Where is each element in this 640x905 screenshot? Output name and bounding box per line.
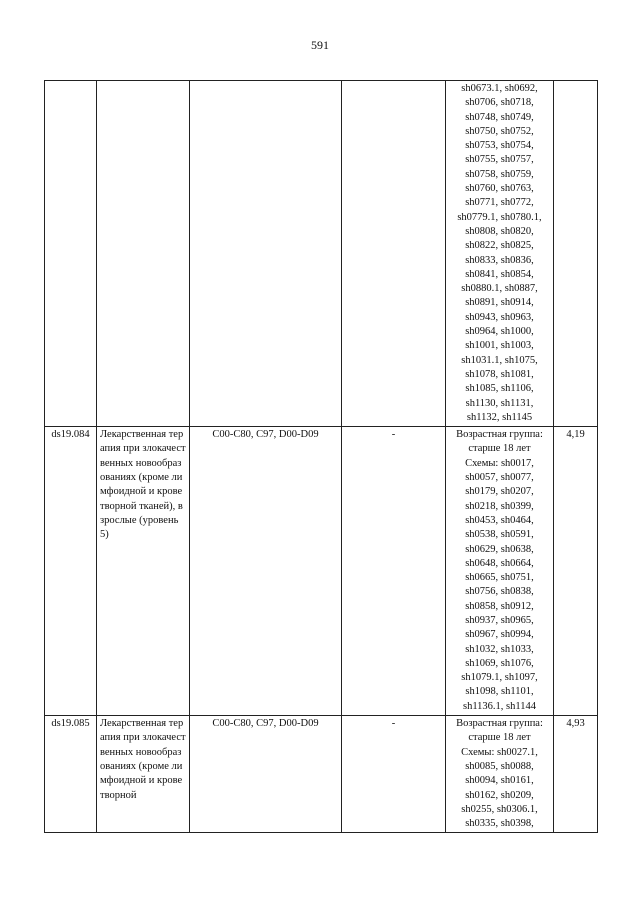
scheme-line: Схемы: sh0027.1, (461, 746, 538, 758)
scheme-line: sh0335, sh0398, (465, 818, 534, 830)
scheme-line: sh0858, sh0912, (465, 600, 534, 612)
scheme-line: sh0648, sh0664, (465, 557, 534, 569)
scheme-line: sh0748, sh0749, (465, 111, 534, 123)
row-icd-codes (190, 81, 342, 427)
scheme-line: sh1098, sh1101, (465, 686, 534, 698)
scheme-line: sh1069, sh1076, (465, 657, 534, 669)
scheme-line: sh1032, sh1033, (465, 643, 534, 655)
scheme-line: sh1132, sh1145 (466, 411, 533, 423)
row-name (97, 81, 190, 427)
scheme-line: sh0057, sh0077, (465, 472, 534, 484)
scheme-line: sh0453, sh0464, (465, 514, 534, 526)
scheme-line: sh0665, sh0751, (465, 572, 534, 584)
scheme-line: sh1136.1, sh1144 (462, 700, 537, 712)
row-coefficient (554, 81, 598, 427)
scheme-line: sh0162, sh0209, (465, 789, 534, 801)
scheme-line: sh1079.1, sh1097, (461, 672, 538, 684)
scheme-line: sh0094, sh0161, (465, 775, 534, 787)
row-dash: - (342, 716, 446, 833)
row-schemes (446, 427, 554, 716)
row-schemes (446, 81, 554, 427)
row-code: ds19.085 (45, 716, 97, 833)
scheme-line: sh0808, sh0820, (465, 225, 534, 237)
scheme-line: sh0964, sh1000, (465, 326, 534, 338)
scheme-line: sh0833, sh0836, (465, 254, 534, 266)
scheme-line: sh0880.1, sh0887, (461, 283, 538, 295)
scheme-line: sh0706, sh0718, (465, 97, 534, 109)
scheme-line: sh0779.1, sh0780.1, (457, 211, 542, 223)
row-code: ds19.084 (45, 427, 97, 716)
scheme-line: sh1130, sh1131, (465, 397, 534, 409)
scheme-line: sh0179, sh0207, (465, 486, 534, 498)
tariff-table (44, 80, 598, 833)
scheme-line: sh0967, sh0994, (465, 629, 534, 641)
scheme-line: Возрастная группа: (456, 429, 543, 441)
table-row (45, 716, 598, 833)
scheme-line: Возрастная группа: (456, 718, 543, 730)
row-coefficient: 4,93 (554, 716, 598, 833)
row-icd-codes: C00-C80, C97, D00-D09 (190, 427, 342, 716)
scheme-line: sh0755, sh0757, (465, 154, 534, 166)
row-icd-codes: C00-C80, C97, D00-D09 (190, 716, 342, 833)
row-schemes (446, 716, 554, 833)
scheme-line: sh0756, sh0838, (465, 586, 534, 598)
row-name: Лекарственная терапия при злокачественных новообразованиях (кроме лимфоидной и кроветворной тканей), взрослые (уровень 5) (97, 427, 190, 716)
scheme-line: sh0085, sh0088, (465, 760, 534, 772)
row-name: Лекарственная терапия при злокачественных новообразованиях (кроме лимфоидной и кроветворной (97, 716, 190, 833)
row-code (45, 81, 97, 427)
scheme-line: sh0673.1, sh0692, (461, 83, 538, 94)
scheme-line: sh0758, sh0759, (465, 168, 534, 180)
scheme-line: Схемы: sh0017, (465, 457, 534, 469)
scheme-line: sh0943, sh0963, (465, 311, 534, 323)
row-dash (342, 81, 446, 427)
table-row (45, 427, 598, 716)
scheme-line: sh0771, sh0772, (465, 197, 534, 209)
scheme-line: sh1085, sh1106, (465, 383, 534, 395)
scheme-line: sh0937, sh0965, (465, 614, 534, 626)
scheme-line: sh0841, sh0854, (465, 268, 534, 280)
scheme-line: sh1078, sh1081, (465, 368, 534, 380)
table-row (45, 81, 598, 427)
scheme-line: sh0218, sh0399, (465, 500, 534, 512)
page-number: 591 (311, 38, 329, 52)
scheme-line: sh0891, sh0914, (465, 297, 534, 309)
scheme-line: sh0750, sh0752, (465, 125, 534, 137)
scheme-line: старше 18 лет (468, 443, 531, 455)
scheme-line: sh0629, sh0638, (465, 543, 534, 555)
scheme-line: sh0753, sh0754, (465, 140, 534, 152)
scheme-line: sh0255, sh0306.1, (461, 803, 538, 815)
scheme-line: sh0760, sh0763, (465, 183, 534, 195)
scheme-line: sh1031.1, sh1075, (461, 354, 538, 366)
row-coefficient: 4,19 (554, 427, 598, 716)
row-dash: - (342, 427, 446, 716)
scheme-line: старше 18 лет (468, 732, 531, 744)
scheme-line: sh0822, sh0825, (465, 240, 534, 252)
scheme-line: sh1001, sh1003, (465, 340, 534, 352)
scheme-line: sh0538, sh0591, (465, 529, 534, 541)
